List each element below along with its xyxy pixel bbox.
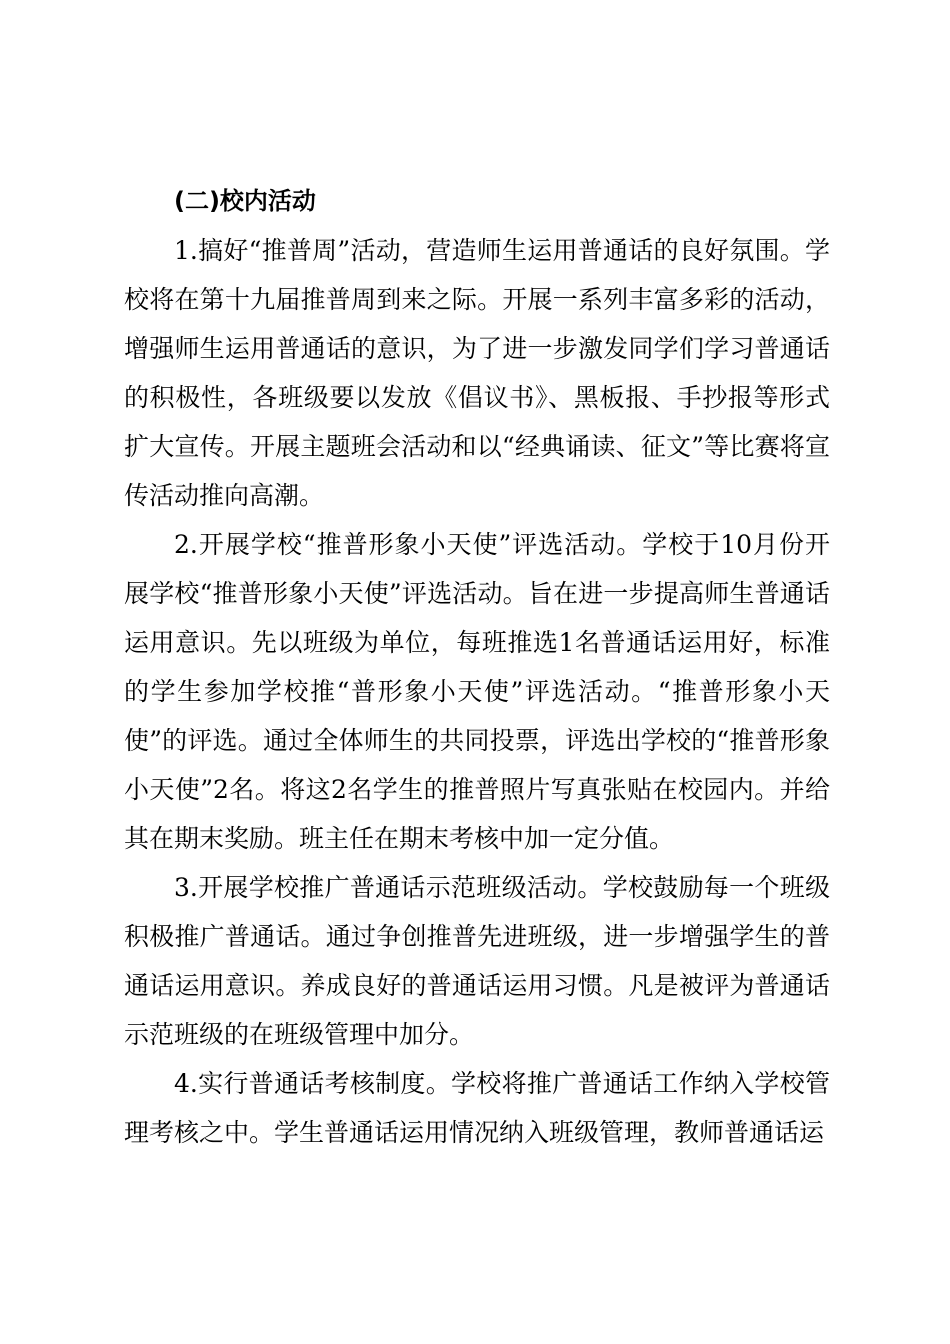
paragraph-2: 2.开展学校“推普形象小天使”评选活动。学校于10月份开展学校“推普形象小天使”评选活动。旨在进一步提高师生普通话运用意识。先以班级为单位，每班推选1名普通话运用好，标准的学生参加学校推“普形象小天使”评选活动。“推普形象小天使”的评选。通过全体师生的共同投票，评选出学校的“推普形象小天使”2名。将这2名学生的推普照片写真张贴在校园内。并给其在期末奖励。班主任在期末考核中加一定分值。 (124, 530, 830, 853)
section-heading: (二)校内活动 (174, 187, 316, 215)
paragraph-1: 1.搞好“推普周”活动，营造师生运用普通话的良好氛围。学校将在第十九届推普周到来之际。开展一系列丰富多彩的活动，增强师生运用普通话的意识，为了进一步激发同学们学习普通话的积极性，各班级要以发放《倡议书》、黑板报、手抄报等形式扩大宣传。开展主题班会活动和以“经典诵读、征文”等比赛将宣传活动推向高潮。 (124, 236, 830, 510)
paragraph-4: 4.实行普通话考核制度。学校将推广普通话工作纳入学校管理考核之中。学生普通话运用情况纳入班级管理，教师普通话运 (124, 1069, 830, 1147)
paragraph-3: 3.开展学校推广普通话示范班级活动。学校鼓励每一个班级积极推广普通话。通过争创推普先进班级，进一步增强学生的普通话运用意识。养成良好的普通话运用习惯。凡是被评为普通话示范班级的在班级管理中加分。 (124, 873, 830, 1049)
document-body (124, 177, 830, 1157)
